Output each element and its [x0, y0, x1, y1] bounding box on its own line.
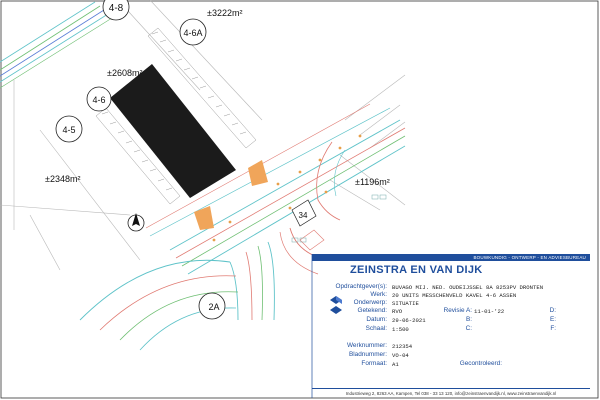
lot-marker-4-5 [56, 116, 82, 142]
value-rev-a: 11-01-'22 [474, 308, 505, 315]
area-label-east: ±1196m² [355, 177, 390, 187]
lot-marker-2a [199, 293, 225, 319]
lot-label-4-6: 4-6 [92, 95, 106, 105]
title-block-band: BOUWKUNDIG - ONTWERP - EN ADVIESBUREAU [312, 254, 590, 261]
lot-label-4-5: 4-5 [62, 125, 76, 135]
title-block: BOUWKUNDIG - ONTWERP - EN ADVIESBUREAU ZEINSTRA EN VAN DIJK Opdrachtgever(s): Werk: Onderwerp: Getekend: Datum: Schaal: BUVAGO MIJ. NED. OUDEIJSSEL 8A 8253PV DRONTEN 20 UNITS MESSCHENVELD KAVEL 4-6 ASSEN SITUATIE RVO 29-06-2021 1:500 Revisie A: 11-01-'22 B: C: D: E: F: Werknummer: Bladnummer: Formaat: 212354 VO-04 A1 Gecontroleerd: Industrieweg 2, 8263 AA, Kampen, Tel 038 - 33 13 120, info@zeinstraenvandijk.nl, www.zeinstraenvandijk.nl [312, 254, 590, 398]
lot-marker-4-6a [180, 19, 206, 45]
value-client: BUVAGO MIJ. NED. OUDEIJSSEL 8A 8253PV DRONTEN [392, 284, 544, 291]
house-number-34 [292, 200, 316, 226]
value-subject: SITUATIE [392, 300, 419, 307]
lot-marker-4-8 [103, 0, 129, 20]
value-date: 29-06-2021 [392, 317, 426, 324]
house-number-label: 34 [298, 211, 308, 220]
company-address-footer: Industrieweg 2, 8263 AA, Kampen, Tel 038 - 33 13 120, info@zeinstraenvandijk.nl, www.zeinstraenvandijk.nl [312, 388, 590, 399]
street-fixtures [213, 135, 362, 242]
value-drawn: RVO [392, 308, 403, 315]
lot-label-2a: 2A [208, 302, 220, 312]
value-sheet-number: VO-04 [392, 352, 409, 359]
area-label-4-6: ±2608m² [107, 68, 143, 78]
company-logo-icon [326, 284, 346, 324]
area-label-4-5: ±2348m² [45, 174, 81, 184]
lot-marker-4-6 [87, 87, 111, 111]
lot-label-4-8: 4-8 [108, 3, 124, 14]
street-south [230, 242, 274, 320]
building-footprint [110, 64, 236, 198]
value-scale: 1:500 [392, 326, 409, 333]
value-work-number: 212354 [392, 343, 413, 350]
crossing-south [194, 206, 214, 230]
main-road-nw [0, 2, 112, 88]
lot-label-4-6a: 4-6A [183, 28, 203, 38]
north-arrow-icon [128, 213, 144, 231]
value-project: 20 UNITS MESSCHENVELD KAVEL 4-6 ASSEN [392, 292, 517, 299]
company-name: ZEINSTRA EN VAN DIJK [350, 264, 483, 276]
value-format: A1 [392, 361, 399, 368]
area-label-4-8: ±3222m² [207, 8, 243, 18]
